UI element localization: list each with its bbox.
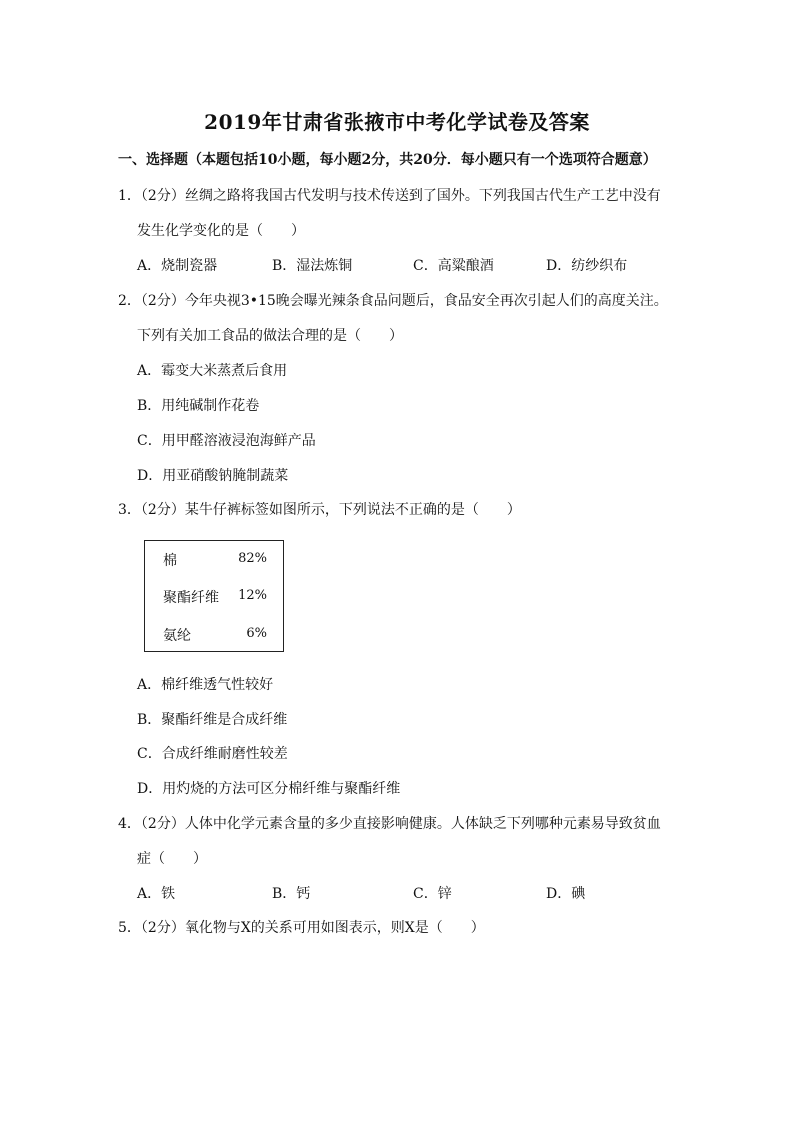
question-3-option-a: A．棉纤维透气性较好: [137, 677, 274, 693]
question-1-option-a: A．烧制瓷器: [137, 258, 218, 274]
question-4-option-c: C．锌: [413, 886, 452, 902]
question-4-option-b: B．钙: [272, 886, 311, 902]
question-1-line-1: 1．（2分）丝绸之路将我国古代发明与技术传送到了国外。下列我国古代生产工艺中没有: [118, 188, 661, 204]
question-1-line-2: 发生化学变化的是（ ）: [137, 223, 305, 239]
question-3-option-c: C．合成纤维耐磨性较差: [137, 746, 288, 762]
question-2-option-c: C．用甲醛溶液浸泡海鲜产品: [137, 433, 316, 449]
question-4-option-d: D．碘: [546, 886, 586, 902]
question-1-option-d: D．纺纱织布: [546, 258, 628, 274]
jeans-label-figure: [144, 540, 284, 652]
question-4-line-1: 4．（2分）人体中化学元素含量的多少直接影响健康。人体缺乏下列哪种元素易导致贫血: [118, 816, 661, 832]
label-item-value: 82%: [238, 551, 267, 566]
question-2-option-d: D．用亚硝酸钠腌制蔬菜: [137, 468, 289, 484]
question-5-line-1: 5．（2分）氧化物与X的关系可用如图表示，则X是（ ）: [118, 920, 485, 936]
question-1-option-b: B．湿法炼铜: [272, 258, 353, 274]
label-item-name: 氨纶: [163, 628, 191, 644]
question-2-line-2: 下列有关加工食品的做法合理的是（ ）: [137, 328, 403, 344]
question-2-option-b: B．用纯碱制作花卷: [137, 398, 260, 414]
label-item-value: 12%: [238, 588, 267, 603]
question-4-line-2: 症（ ）: [137, 851, 207, 867]
page-title: 2019年甘肃省张掖市中考化学试卷及答案: [204, 110, 590, 134]
question-2-option-a: A．霉变大米蒸煮后食用: [137, 363, 288, 379]
label-item-value: 6%: [246, 626, 267, 641]
question-1-option-c: C．高粱酿酒: [413, 258, 494, 274]
question-4-option-a: A．铁: [137, 886, 176, 902]
question-2-line-1: 2．（2分）今年央视3•15晚会曝光辣条食品问题后，食品安全再次引起人们的高度关注。: [118, 293, 668, 309]
label-item-name: 聚酯纤维: [163, 590, 219, 606]
question-3-option-d: D．用灼烧的方法可区分棉纤维与聚酯纤维: [137, 781, 401, 797]
section-heading: 一、选择题（本题包括10小题，每小题2分，共20分．每小题只有一个选项符合题意）: [118, 152, 657, 168]
question-3-line-1: 3．（2分）某牛仔裤标签如图所示，下列说法不正确的是（ ）: [118, 502, 521, 518]
question-3-option-b: B．聚酯纤维是合成纤维: [137, 712, 288, 728]
label-item-name: 棉: [163, 553, 177, 569]
